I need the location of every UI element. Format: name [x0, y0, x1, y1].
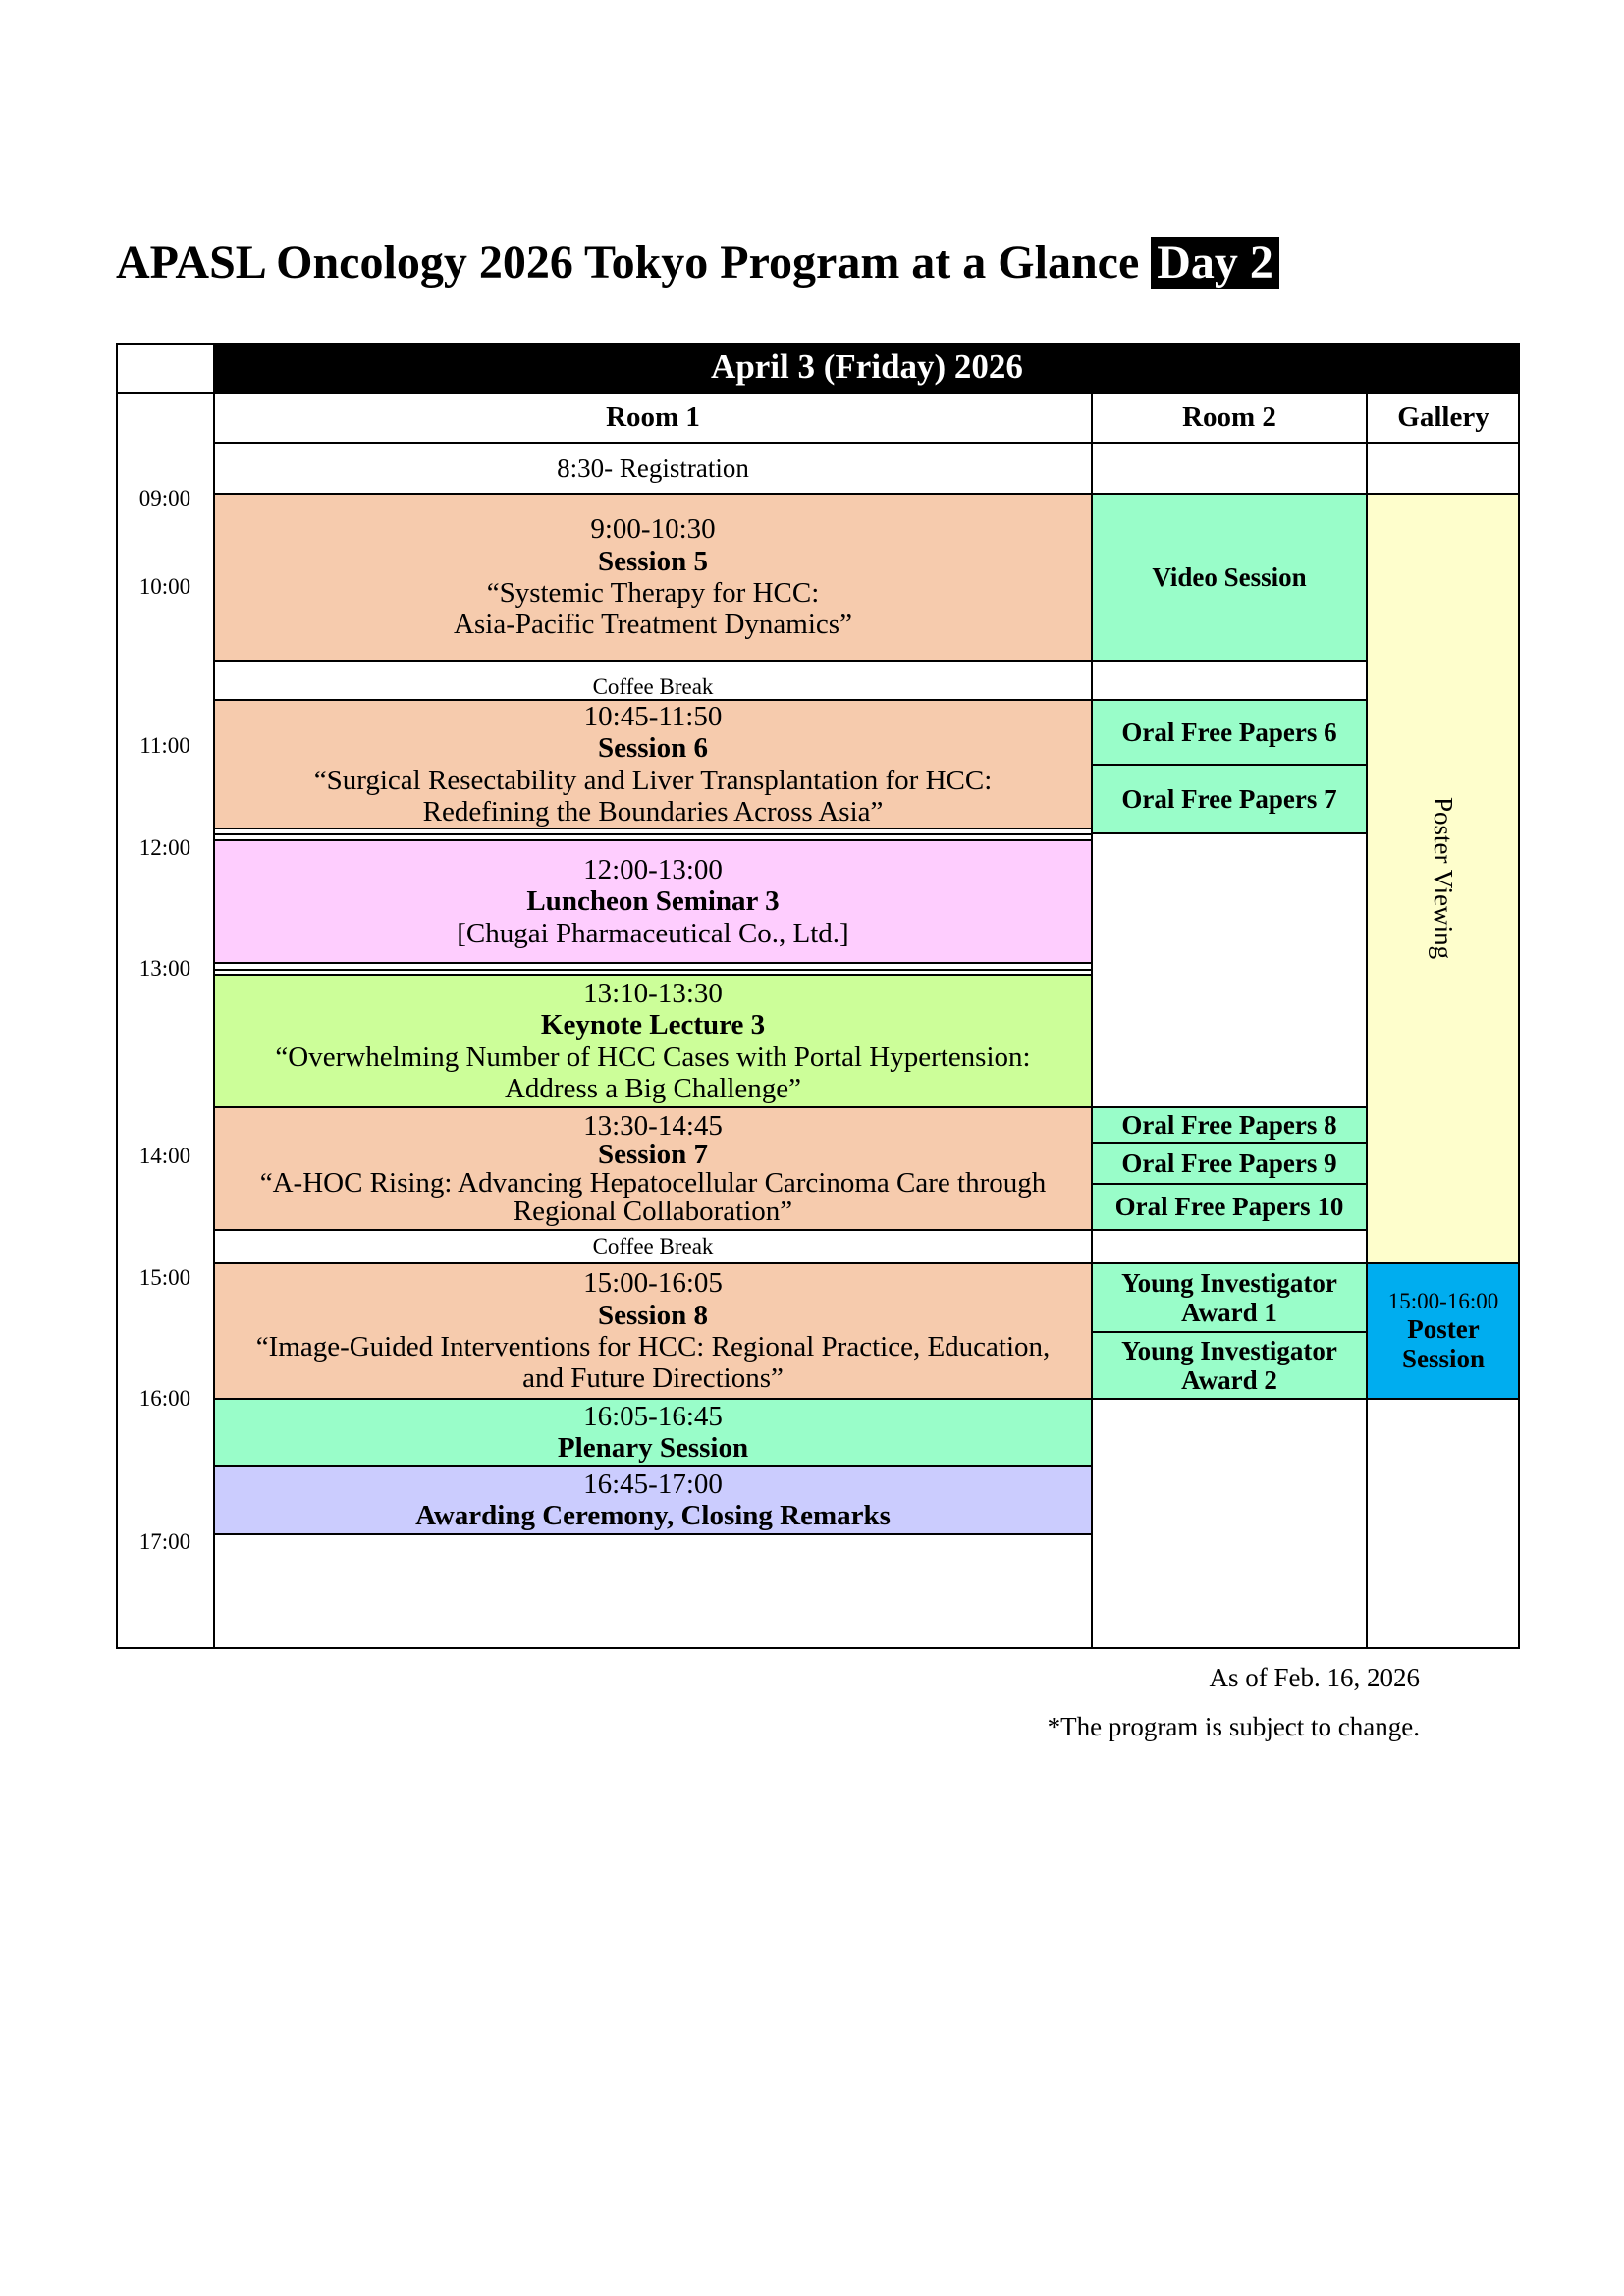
- r2-line-h: [1092, 1229, 1367, 1231]
- session7-time: 13:30-14:45: [583, 1109, 723, 1142]
- closing-name: Awarding Ceremony, Closing Remarks: [415, 1500, 891, 1531]
- page-title: [116, 236, 1279, 290]
- r1-line-l: [214, 1398, 1092, 1400]
- r2-line-k: [1092, 1398, 1367, 1400]
- r2-line-f: [1092, 1142, 1367, 1144]
- time-1600: 16:00: [138, 1386, 191, 1411]
- time-1200: 12:00: [138, 835, 191, 860]
- luncheon-name: Luncheon Seminar 3: [526, 885, 780, 918]
- day-badge: Day 2: [1151, 237, 1279, 289]
- r2-line-b: [1092, 699, 1367, 701]
- poster-session-time: 15:00-16:00: [1387, 1288, 1499, 1313]
- video-session-text: Video Session: [1152, 561, 1307, 592]
- yia1-line2: Award 1: [1181, 1298, 1277, 1327]
- r1-line-e: [214, 839, 1092, 841]
- coffee-break-2-text: Coffee Break: [592, 1234, 714, 1259]
- session5-block: [214, 494, 1092, 661]
- session5-time: 9:00-10:30: [590, 513, 716, 546]
- r2-line-c: [1092, 764, 1367, 766]
- session8-title-line1: “Image-Guided Interventions for HCC: Regional Practice, Education,: [255, 1331, 1051, 1362]
- plenary-block: [214, 1399, 1092, 1466]
- room2-header: [1092, 392, 1367, 443]
- gallery-header-text: Gallery: [1397, 400, 1489, 433]
- time-1100: 11:00: [139, 733, 190, 758]
- r2-line-g: [1092, 1183, 1367, 1185]
- ofp10-text: Oral Free Papers 10: [1114, 1192, 1344, 1222]
- time-column-divider: [213, 343, 215, 1649]
- video-session-block: [1092, 494, 1367, 661]
- time-1700: 17:00: [138, 1529, 191, 1554]
- as-of-date: As of Feb. 16, 2026: [1209, 1663, 1420, 1692]
- poster-session-line2: Session: [1401, 1343, 1486, 1373]
- room1-header-text: Room 1: [606, 400, 700, 433]
- session7-title-line1: “A-HOC Rising: Advancing Hepatocellular Carcinoma Care through: [259, 1166, 1047, 1199]
- yia2-line1: Young Investigator: [1121, 1335, 1337, 1365]
- r1-line-h: [214, 974, 1092, 976]
- session6-name: Session 6: [597, 732, 708, 765]
- closing-block: [214, 1466, 1092, 1534]
- r1-line-d: [214, 833, 1092, 835]
- luncheon-time: 12:00-13:00: [583, 853, 723, 885]
- change-note: *The program is subject to change.: [1047, 1712, 1420, 1741]
- poster-session-line1: Poster: [1407, 1313, 1480, 1344]
- line-h2: [214, 442, 1520, 444]
- ofp9-block: [1092, 1143, 1367, 1184]
- session6-time: 10:45-11:50: [583, 700, 723, 732]
- ofp6-block: [1092, 700, 1367, 765]
- program-grid: [116, 343, 1520, 1649]
- gal-line-a: [1367, 1262, 1520, 1264]
- room2-header-text: Room 2: [1182, 400, 1276, 433]
- grid-border-bottom: [116, 1647, 1520, 1649]
- session6-title-line1: “Surgical Resectability and Liver Transplantation for HCC:: [313, 764, 993, 796]
- ofp8-block: [1092, 1107, 1367, 1143]
- time-0900: 09:00: [138, 486, 191, 510]
- room2-gallery-divider: [1366, 392, 1368, 1649]
- r2-line-i: [1092, 1262, 1367, 1264]
- yia2-block: [1092, 1332, 1367, 1399]
- session5-name: Session 5: [597, 545, 708, 577]
- r1-line-c: [214, 828, 1092, 829]
- keynote-block: [214, 975, 1092, 1107]
- r1-line-a: [214, 660, 1092, 662]
- r1-line-k: [214, 1262, 1092, 1264]
- line-h3: [214, 493, 1520, 495]
- r1-line-m: [214, 1465, 1092, 1467]
- room1-room2-divider: [1091, 392, 1093, 1649]
- yia2-line2: Award 2: [1181, 1365, 1277, 1395]
- ofp6-text: Oral Free Papers 6: [1121, 717, 1337, 747]
- date-header: [214, 343, 1520, 392]
- grid-border-right: [1518, 343, 1520, 1649]
- keynote-title-line1: “Overwhelming Number of HCC Cases with Portal Hypertension:: [275, 1041, 1031, 1073]
- r1-line-f: [214, 962, 1092, 964]
- session6-block: [214, 700, 1092, 828]
- r2-line-a: [1092, 660, 1367, 662]
- session5-title-line2: Asia-Pacific Treatment Dynamics”: [454, 609, 852, 641]
- luncheon-block: [214, 840, 1092, 963]
- yia1-line1: Young Investigator: [1121, 1267, 1337, 1298]
- luncheon-sponsor: [Chugai Pharmaceutical Co., Ltd.]: [457, 917, 849, 949]
- r1-line-i: [214, 1106, 1092, 1108]
- time-1000: 10:00: [138, 574, 191, 599]
- ofp9-text: Oral Free Papers 9: [1121, 1148, 1337, 1178]
- session8-title-line2: and Future Directions”: [522, 1362, 784, 1395]
- poster-viewing-block: [1367, 494, 1520, 1263]
- keynote-title-line2: Address a Big Challenge”: [504, 1072, 801, 1104]
- r1-line-j: [214, 1229, 1092, 1231]
- ofp7-block: [1092, 765, 1367, 833]
- session5-title-line1: “Systemic Therapy for HCC:: [486, 577, 820, 609]
- session7-block: [214, 1107, 1092, 1230]
- poster-viewing-text: Poster Viewing: [1429, 797, 1459, 960]
- gal-line-b: [1367, 1398, 1520, 1400]
- line-h1: [116, 392, 1520, 394]
- poster-session-block: [1367, 1263, 1520, 1399]
- room1-header: [214, 392, 1092, 443]
- session7-name: Session 7: [597, 1138, 708, 1170]
- r1-line-b: [214, 699, 1092, 701]
- r2-line-e: [1092, 1106, 1367, 1108]
- ofp7-text: Oral Free Papers 7: [1121, 783, 1337, 814]
- r2-line-j: [1092, 1331, 1367, 1333]
- registration-cell: [214, 443, 1092, 494]
- keynote-name: Keynote Lecture 3: [540, 1009, 766, 1041]
- session8-name: Session 8: [597, 1299, 708, 1331]
- grid-border-left: [116, 343, 118, 1649]
- r1-line-n: [214, 1533, 1092, 1535]
- ofp8-text: Oral Free Papers 8: [1121, 1109, 1337, 1140]
- closing-time: 16:45-17:00: [583, 1468, 723, 1500]
- gallery-header: [1367, 392, 1520, 443]
- registration-text: 8:30- Registration: [557, 453, 749, 483]
- plenary-time: 16:05-16:45: [583, 1400, 723, 1432]
- coffee-break-2: [214, 1230, 1092, 1263]
- yia1-block: [1092, 1263, 1367, 1332]
- session8-block: [214, 1263, 1092, 1399]
- time-1300: 13:00: [138, 956, 191, 981]
- r1-line-g: [214, 969, 1092, 971]
- plenary-name: Plenary Session: [557, 1432, 749, 1464]
- ofp10-block: [1092, 1184, 1367, 1230]
- page-title-main: APASL Oncology 2026 Tokyo Program at a Glance: [116, 237, 1140, 289]
- time-1500: 15:00: [138, 1265, 191, 1290]
- coffee-break-1: [214, 667, 1092, 700]
- r2-line-d: [1092, 832, 1367, 834]
- date-header-text: April 3 (Friday) 2026: [711, 347, 1023, 387]
- grid-border-top: [116, 343, 1520, 345]
- session8-time: 15:00-16:05: [583, 1267, 723, 1300]
- time-1400: 14:00: [138, 1144, 191, 1168]
- session7-title-line2: Regional Collaboration”: [513, 1195, 793, 1227]
- session6-title-line2: Redefining the Boundaries Across Asia”: [422, 795, 884, 828]
- coffee-break-1-text: Coffee Break: [592, 674, 714, 700]
- keynote-time: 13:10-13:30: [583, 977, 723, 1009]
